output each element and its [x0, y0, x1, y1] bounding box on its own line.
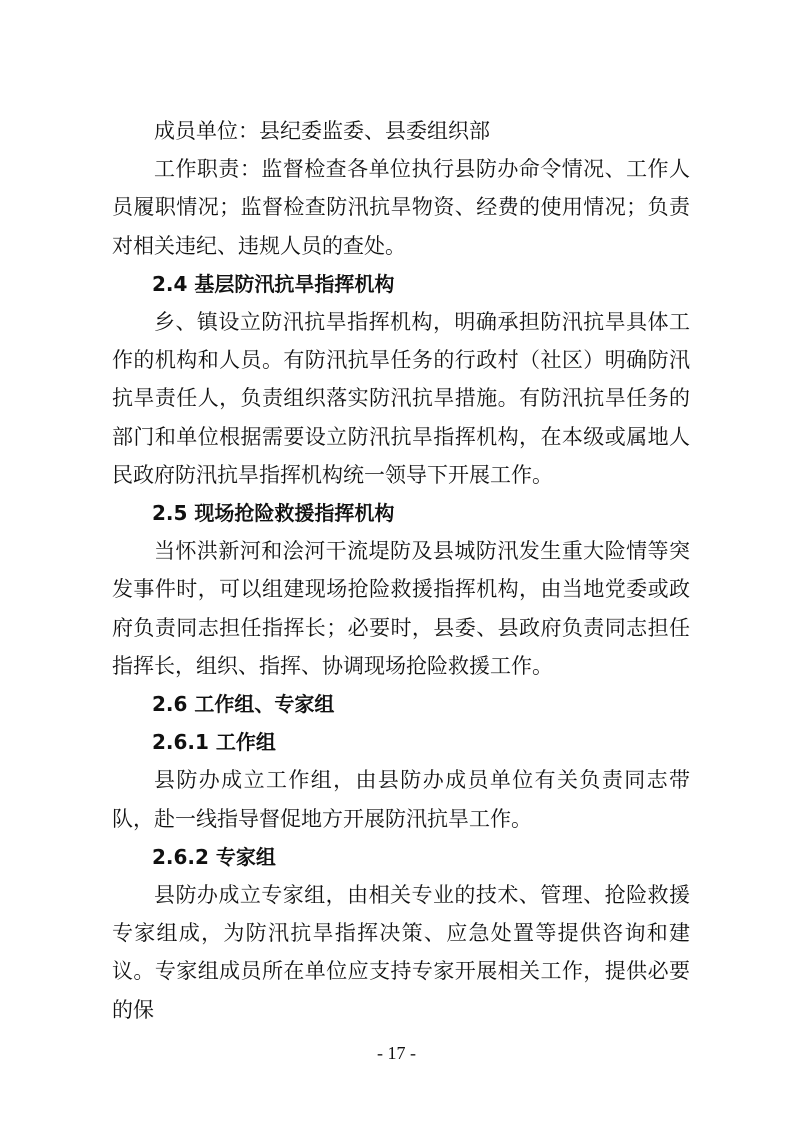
heading-2-4: 2.4 基层防汛抗旱指挥机构: [152, 271, 395, 296]
paragraph-grassroots-command: 乡、镇设立防汛抗旱指挥机构，明确承担防汛抗旱具体工作的机构和人员。有防汛抗旱任务的行政村（社区）明确防汛抗旱责任人，负责组织落实防汛抗旱措施。有防汛抗旱任务的部门和单位根据需要设立防汛抗旱指挥机构，在本级或属地人民政府防汛抗旱指挥机构统一领导下开展工作。: [112, 310, 690, 487]
heading-2-5: 2.5 现场抢险救援指挥机构: [152, 501, 395, 526]
page-number: - 17 -: [377, 1043, 416, 1063]
paragraph-expert-group: 县防办成立专家组，由相关专业的技术、管理、抢险救援专家组成，为防汛抗旱指挥决策、应急处置等提供咨询和建议。专家组成员所在单位应支持专家开展相关工作，提供必要的保: [112, 883, 690, 1022]
paragraph-member-units: 成员单位：县纪委监委、县委组织部: [154, 119, 490, 143]
document-body: [112, 112, 690, 1029]
paragraph-working-group: 县防办成立工作组，由县防办成员单位有关负责同志带队，赴一线指导督促地方开展防汛抗旱工作。: [112, 768, 690, 831]
heading-2-6-1: 2.6.1 工作组: [152, 730, 276, 755]
paragraph-onsite-rescue: 当怀洪新河和浍河干流堤防及县城防汛发生重大险情等突发事件时，可以组建现场抢险救援指挥机构，由当地党委或政府负责同志担任指挥长；必要时，县委、县政府负责同志担任指挥长，组织、指挥、协调现场抢险救援工作。: [112, 539, 690, 678]
heading-2-6: 2.6 工作组、专家组: [152, 692, 335, 717]
paragraph-duties: 工作职责：监督检查各单位执行县防办命令情况、工作人员履职情况；监督检查防汛抗旱物资、经费的使用情况；负责对相关违纪、违规人员的查处。: [112, 157, 690, 258]
heading-2-6-2: 2.6.2 专家组: [152, 844, 276, 869]
